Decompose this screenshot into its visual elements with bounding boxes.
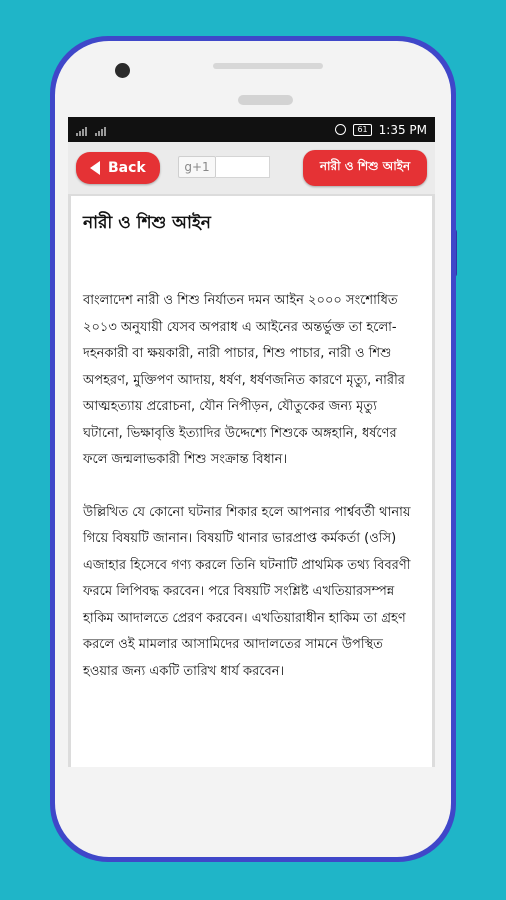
status-time: 1:35 PM — [378, 122, 427, 137]
battery-icon: 61 — [353, 124, 371, 136]
content-card — [71, 196, 432, 767]
signal-icon — [76, 126, 87, 136]
front-camera — [115, 63, 130, 78]
google-plus-widget[interactable] — [178, 156, 270, 178]
earpiece-speaker — [213, 63, 323, 69]
page-title: নারী ও শিশু আইন — [83, 213, 211, 233]
title-button[interactable]: নারী ও শিশু আইন — [303, 150, 427, 186]
status-left — [76, 124, 106, 136]
paragraph-2: উল্লিখিত যে কোনো ঘটনার শিকার হলে আপনার পার্শ্ববর্তী থানায় গিয়ে বিষয়টি জানান। বিষয়টি থানার ভারপ্রাপ্ত কর্মকর্তা (ওসি) এজাহার হিসেবে গণ্য করলে তিনি ঘটনাটি প্রাথমিক তথ্য বিবরণী ফরমে লিপিবদ্ধ করবেন। পরে বিষয়টি সংশ্লিষ্ট এখতিয়ারসম্পন্ন হাকিম আদালতে প্রেরণ করবেন। এখতিয়ারাধীন হাকিম তা গ্রহণ করলে ওই মামলার আসামিদের আদালতের সামনে উপস্থিত হওয়ার জন্য একটি তারিখ ধার্য করবেন। — [83, 504, 411, 679]
paragraph-1: বাংলাদেশ নারী ও শিশু নির্যাতন দমন আইন ২০০০ সংশোধিত ২০১৩ অনুযায়ী যেসব অপরাধ এ আইনের অন্তর্ভুক্ত তা হলো- দহনকারী বা ক্ষয়কারী, নারী পাচার, শিশু পাচার, নারী ও শিশু অপহরণ, মুক্তিপণ আদায়, ধর্ষণ, ধর্ষণজনিত কারণে মৃত্যু, নারীর আত্মহত্যায় প্ররোচনা, যৌন নিপীড়ন, যৌতুকের জন্য মৃত্যু ঘটানো, ভিক্ষাবৃত্তি ইত্যাদির উদ্দেশ্যে শিশুকে অঙ্গহানি, ধর্ষণের ফলে জন্মলাভকারী শিশু সংক্রান্ত বিধান। — [83, 293, 405, 467]
status-right — [335, 123, 427, 137]
proximity-sensor — [238, 95, 293, 105]
app-screen — [68, 117, 435, 767]
toolbar — [68, 142, 435, 194]
back-arrow-icon — [90, 161, 100, 175]
google-plus-count — [216, 156, 270, 178]
alarm-icon — [335, 124, 346, 135]
signal-icon-2 — [95, 126, 106, 136]
back-button-label: Back — [108, 160, 146, 176]
back-button[interactable] — [76, 152, 160, 184]
google-plus-button[interactable]: g+1 — [178, 156, 216, 178]
status-bar — [68, 117, 435, 142]
